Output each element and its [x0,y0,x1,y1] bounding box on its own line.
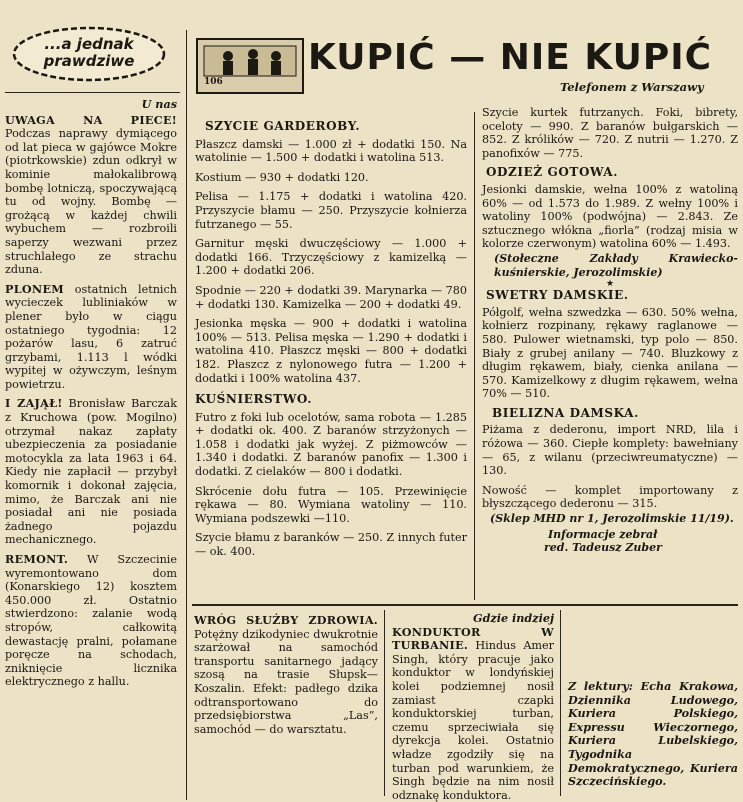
divider [5,92,180,93]
price-entry: Szycie błamu z baranków — 250. Z innych futer — ok. 400. [195,531,467,559]
price-entry: Kostium — 930 + dodatki 120. [195,170,369,184]
badge [10,24,168,84]
star-icon: ★ [605,279,615,290]
price-entry: Garnitur męski dwuczęściowy — 1.000 + dodatki 166. Trzyczęściowy z kamizelką — 1.200 + dodatki 206. [195,237,467,278]
column-rule [384,610,385,796]
divider [192,604,738,606]
price-entry: Pelisa — 1.175 + dodatki i watolina 420. Przyszycie błamu — 250. Przyszycie kołnierza futrzanego — 55. [195,190,467,231]
section-heading: SZYCIE GARDEROBY. [205,119,361,133]
news-item: WRÓG SŁUŻBY ZDROWIA. Potężny dzikodyniec dwukrotnie szarżował na samochód transportu sanitarnego jadący szosą na trasie Słupsk—Koszalin. Efekt: padłego dzika odtransportowano do przedsiębiorstwa „Las”, samochód — do warsztatu. [194,613,378,736]
news-item: REMONT. W Szczecinie wyremontowano dom (Konarskiego 12) kosztem 450.000 zł. Ostatnio stwierdzono: zalanie wodą stropów, całkowitą dewastację pralni, połamane poręcze na schodach, zniknięcie licznika elektrycznego z hallu. [5,552,177,689]
left-column [5,98,177,695]
source-note: (Stołeczne Zakłady Krawiecko-kuśnierskie, Jerozolimskie) [494,251,738,279]
badge-line2: prawdziwe [43,52,135,70]
stamp-image [196,38,304,94]
price-entry: Futro z foki lub ocelotów, sama robota — 1.285 + dodatki ok. 400. Z baranów strzyżonych — 1.058 i dodatki jak wyżej. Z piżmowców — 1.340 i dodatki. Z baranów panofix — 1.300 i dodatki. Z cielaków — 800 i dodatki. [195,410,467,479]
column-rule [186,30,187,800]
price-entry: Jesionka męska — 900 + dodatki i watolina 100% — 513. Pelisa męska — 1.290 + dodatki i watolina 410. Płaszcz męski — 800 + dodatki 182. Płaszcz z nylonowego futra — 1.200 + dodatki i 100% watolina 437. [195,317,467,385]
price-entry: Spodnie — 220 + dodatki 39. Marynarka — 780 + dodatki 130. Kamizelka — 200 + dodatki 49. [195,283,467,311]
price-entry: Piżama z dederonu, import NRD, lila i różowa — 360. Ciepłe komplety: bawełniany — 65, z wilanu (przeciwreumatyczne) — 130. [482,423,738,478]
news-item: I ZAJĄŁ! Bronisław Barczak z Kruchowa (pow. Mogilno) otrzymał nakaz zapłaty ubezpieczenia za posiadanie motocykla za lata 1963 i 64. Kiedy nie zapłacił — przybył komornik i dokonał zajęcia, mimo, że Barczak ani nie posiadał ani nie posiada żadnego pojazdu mechanicznego. [5,396,177,547]
section-heading: ODZIEŻ GOTOWA. [486,165,618,180]
reading-sources: Z lektury: Echa Krakowa, Dziennika Ludowego, Kuriera Polskiego, Expressu Wieczornego, Kuriera Lubelskiego, Tygodnika Demokratycznego, Kuriera Szczecińskiego. [568,679,738,789]
news-item: PLONEM ostatnich letnich wycieczek lubliniaków w plener było w ciągu ostatniego tygodnia: 12 pożarów lasu, 6 zatruć grzybami, 1.113 l wódki wypitej w ożywczym, leśnym powietrzu. [5,281,177,391]
middle-column [195,120,467,565]
section-heading: KUŚNIERSTWO. [195,392,313,407]
right-column [482,106,738,555]
info-label: Informacje zebrał [548,527,658,541]
dateline: Telefonem z Warszawy [560,80,704,94]
column-credit: Gdzie indziej [473,611,554,625]
price-entry: Skrócenie dołu futra — 105. Przewinięcie rękawa — 80. Wymiana watoliny — 110. Wymiana podszewki —110. [195,484,467,525]
column-credit: U nas [141,97,177,111]
section-heading: BIELIZNA DAMSKA. [492,405,639,420]
price-entry: Jesionki damskie, wełna 100% z watoliną 60% — od 1.573 do 1.989. Z wełny 100% i watoliny 100% (podwójna) — 2.843. Ze sztucznego włókna „fiorla” (rodzaj misia w kolorze czerwonym) watolina 60% — 1.493. [482,182,738,251]
section-heading: SWETRY DAMSKIE. [486,288,629,303]
price-entry: Płaszcz damski — 1.000 zł + dodatki 150. Na watolinie — 1.500 + dodatki i watolina 513. [195,137,467,165]
column-rule [474,112,475,600]
badge-line1: ...a jednak [44,35,134,53]
price-entry: Półgolf, wełna szwedzka — 630. 50% wełna, kołnierz rozpinany, rękawy raglanowe — 580. Pulower wietnamski, typ polo — 850. Biały z grubej anilany — 740. Bluzkowy z długim rękawem, biały, cienka anilana — 570. Kamizelkowy z długim rękawem, wełna 70% — 510. [482,305,738,401]
source-note: (Sklep MHD nr 1, Jerozolimskie 11/19). [490,512,734,526]
page-title: KUPIĆ — NIE KUPIĆ [308,37,713,78]
news-item: Gdzie indziej KONDUKTOR W TURBANIE. Hindus Amer Singh, który pracuje jako konduktor w londyńskiej kolei podziemnej nosił zamiast czapki konduktorskiej turban, czemu sprzeciwiała się dyrekcja kolei. Ostatnio władze zgodziły się na turban pod warunkiem, że Singh będzie na nim nosił odznakę konduktora. [392,611,554,802]
price-entry: Szycie kurtek futrzanych. Foki, bibrety, oceloty — 990. Z baranów bułgarskich — 852. Z królików — 720. Z nutrii — 1.270. Z panofixów — 775. [482,106,738,160]
stamp-number: 106 [204,77,223,87]
price-entry: Nowość — komplet importowany z błyszczącego dederonu — 315. [482,483,738,511]
news-item: UWAGA NA PIECE! Podczas naprawy dymiącego od lat pieca w gajówce Mokre (piotrkowskie) zdun odkrył w kominie małokalibrową bombę lotniczą, spoczywającą tu od wojny. Bombę — grożącą w każdej chwili wybuchem — rozbroili saperzy wezwani przez struchlałego ze strachu zduna. [5,112,177,277]
editor-name: red. Tadeusz Zuber [544,541,662,555]
column-rule [560,610,561,796]
